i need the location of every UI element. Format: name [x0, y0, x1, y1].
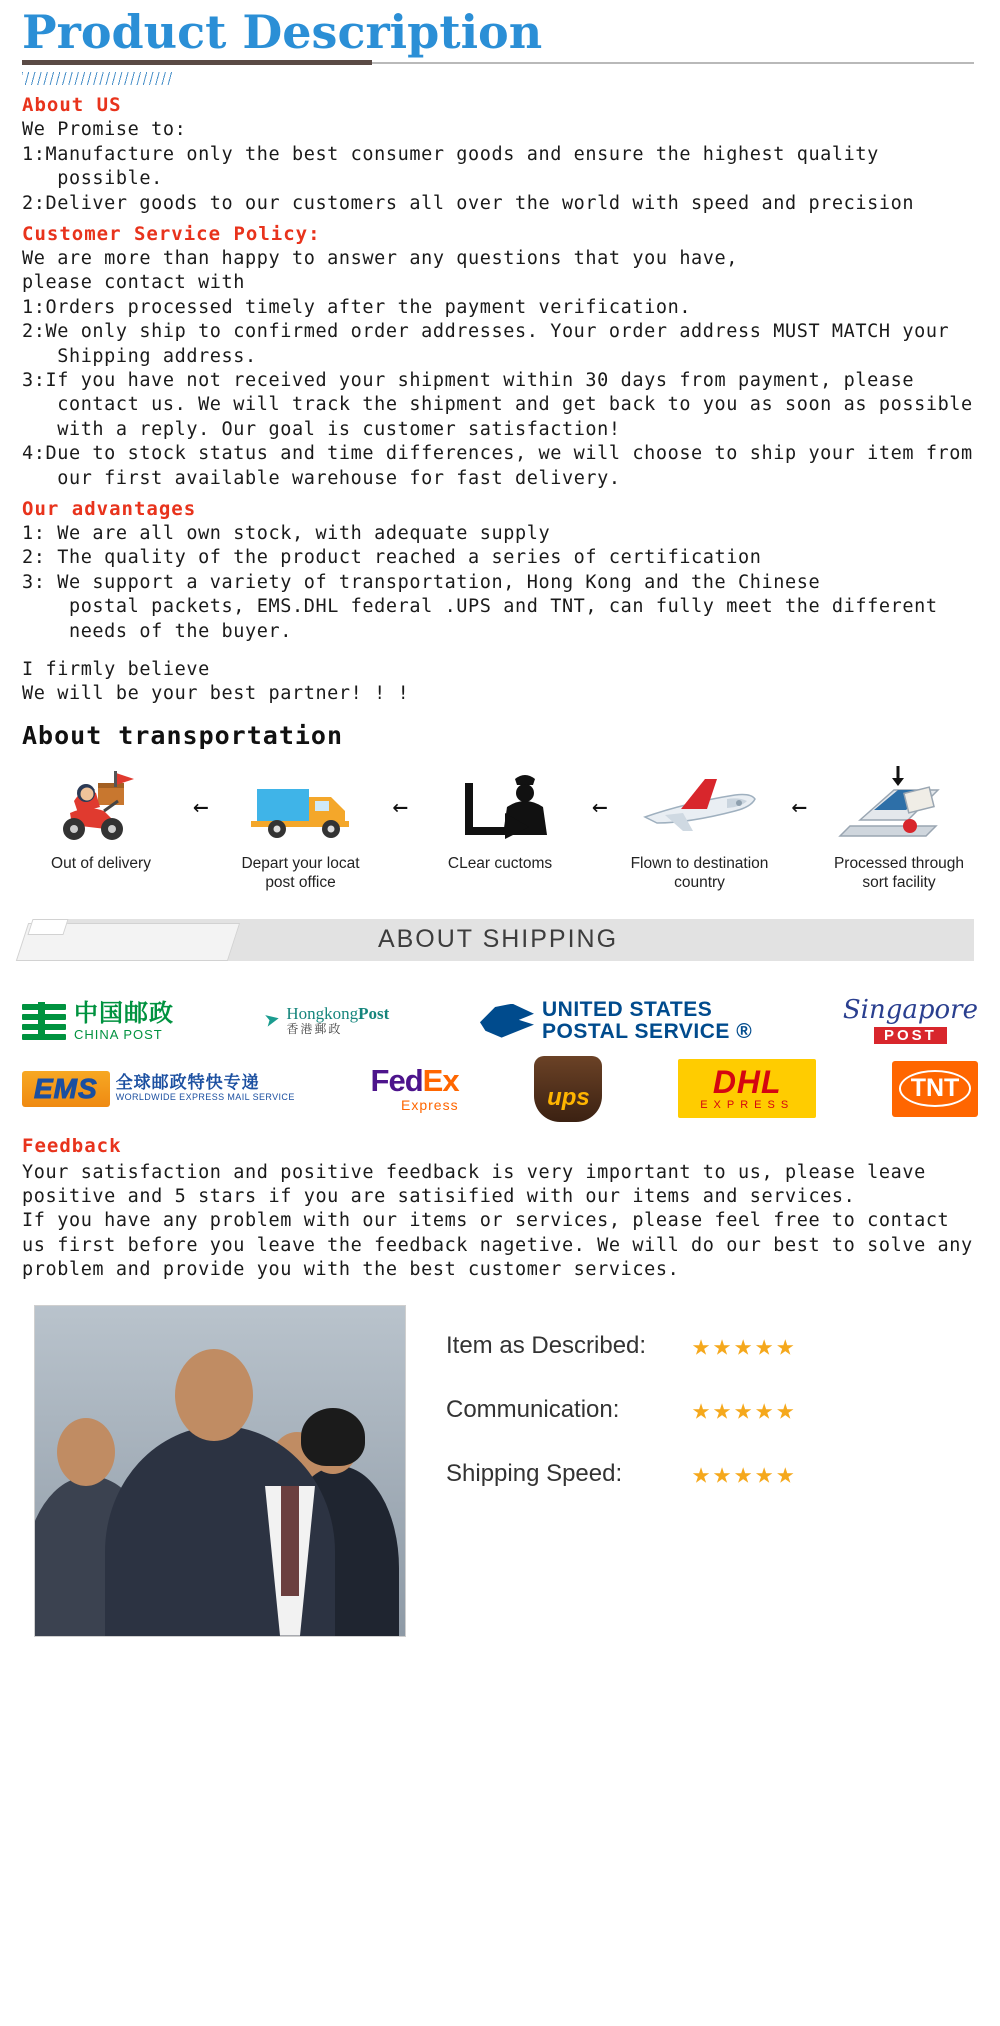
- rating-stars-icon: ★★★★★: [692, 1455, 798, 1491]
- carrier-row-2: [22, 1063, 978, 1115]
- flow-step-caption: Processed through sort facility: [833, 854, 965, 892]
- carrier-row-1: [22, 995, 978, 1047]
- flow-arrow-icon: ←: [392, 791, 409, 822]
- customer-service-line: Shipping address.: [22, 345, 257, 367]
- customer-service-line: 3:If you have not received your shipment within 30 days from payment, please: [22, 369, 915, 391]
- rating-stars-icon: ★★★★★: [692, 1327, 798, 1363]
- rating-label: Shipping Speed:: [446, 1459, 623, 1487]
- china-post-logo: [22, 995, 174, 1047]
- ups-shield: ups: [534, 1056, 602, 1122]
- customer-service-line: 4:Due to stock status and time differences, we will choose to ship your item from: [22, 443, 973, 465]
- dhl-wordmark: DHL: [712, 1064, 782, 1101]
- singapore-post-logo: [843, 995, 978, 1047]
- rating-row: [446, 1455, 978, 1491]
- body-content: [0, 85, 1000, 750]
- tnt-label: TNT: [899, 1070, 972, 1107]
- photo-person-right-hair: [301, 1408, 365, 1466]
- feedback-line: If you have any problem with our items or services, please feel free to contact: [22, 1210, 950, 1232]
- delivery-truck-icon: [226, 764, 376, 850]
- flow-step-caption: CLear cuctoms: [447, 854, 553, 872]
- ems-mark: EMS: [22, 1071, 110, 1107]
- customer-service-line: 1:Orders processed timely after the payment verification.: [22, 296, 692, 318]
- airplane-icon: [625, 764, 775, 850]
- china-post-mark-icon: [22, 1002, 66, 1040]
- flow-step-depart-post-office: [226, 764, 376, 893]
- fedex-logo: [371, 1063, 459, 1115]
- ratings-list: [446, 1305, 978, 1637]
- customer-service-line: 2:We only ship to confirmed order addresses. Your order address MUST MATCH your: [22, 321, 950, 343]
- about-us-line: possible.: [22, 168, 163, 190]
- singapore-post-script: Singapore: [842, 995, 978, 1026]
- feedback-line: us first before you leave the feedback nagetive. We will do our best to solve any: [22, 1234, 973, 1256]
- china-post-en-label: CHINA POST: [74, 1026, 163, 1042]
- dhl-subtitle: EXPRESS: [700, 1099, 795, 1112]
- flow-step-sort-facility: [824, 764, 974, 893]
- ems-en-label: WORLDWIDE EXPRESS MAIL SERVICE: [115, 1091, 295, 1102]
- china-post-cn-label: 中国邮政: [74, 998, 174, 1027]
- hatch-decoration-icon: [22, 72, 174, 85]
- closing-line: We will be your best partner! ! !: [22, 683, 410, 705]
- advantages-line: 2: The quality of the product reached a series of certification: [22, 547, 762, 569]
- feedback-section: [0, 1135, 1000, 1283]
- customer-service-line: with a reply. Our goal is customer satisfaction!: [22, 418, 621, 440]
- team-photo: [34, 1305, 406, 1637]
- fedex-fed: Fed: [370, 1063, 423, 1099]
- ratings-section: [0, 1283, 1000, 1657]
- advantages-line: needs of the buyer.: [22, 620, 292, 642]
- customer-service-line: contact us. We will track the shipment and get back to you as soon as possible: [22, 394, 973, 416]
- customer-service-line: please contact with: [22, 272, 246, 294]
- ups-logo: [534, 1063, 602, 1115]
- carrier-logos: [22, 995, 978, 1115]
- banner-label: ABOUT SHIPPING: [377, 925, 619, 954]
- rule-dark: [22, 60, 372, 65]
- customs-officer-icon: [425, 764, 575, 850]
- hongkong-post-cn-label: 香港郵政: [286, 1022, 343, 1037]
- feedback-heading: Feedback: [22, 1134, 122, 1157]
- customer-service-heading: Customer Service Policy:: [22, 222, 321, 245]
- about-us-line: 2:Deliver goods to our customers all over the world with speed and precision: [22, 192, 915, 214]
- ems-logo: [22, 1063, 295, 1115]
- tnt-logo: [892, 1063, 978, 1115]
- title-rule: [22, 58, 978, 68]
- photo-person-front-head: [175, 1349, 253, 1441]
- about-us-line: We Promise to:: [22, 119, 187, 141]
- hongkong-post-en-light: Hongkong: [286, 1003, 359, 1023]
- advantages-line: 3: We support a variety of transportation, Hong Kong and the Chinese: [22, 571, 821, 593]
- usps-logo: [480, 995, 752, 1047]
- rating-stars-icon: ★★★★★: [692, 1391, 798, 1427]
- usps-eagle-icon: [480, 1004, 534, 1038]
- flow-arrow-icon: ←: [791, 791, 808, 822]
- flow-step-caption: Depart your locat post office: [241, 854, 360, 892]
- hongkong-post-en-label: [286, 1005, 389, 1024]
- sorting-facility-icon: [824, 764, 974, 850]
- customer-service-line: We are more than happy to answer any questions that you have,: [22, 247, 739, 269]
- fedex-wordmark: [370, 1063, 459, 1099]
- photo-front-tie: [281, 1486, 299, 1596]
- scooter-courier-icon: [26, 764, 176, 850]
- usps-line1: UNITED STATES: [541, 997, 713, 1021]
- flow-step-out-of-delivery: [26, 764, 176, 873]
- advantages-heading: Our advantages: [22, 497, 197, 520]
- advantages-line: 1: We are all own stock, with adequate supply: [22, 522, 551, 544]
- rating-label: Item as Described:: [446, 1331, 647, 1359]
- fedex-subtitle: Express: [401, 1097, 459, 1114]
- feedback-line: positive and 5 stars if you are satisified with our items and services.: [22, 1185, 856, 1207]
- flow-arrow-icon: ←: [591, 791, 608, 822]
- rating-row: [446, 1327, 978, 1363]
- about-us-line: 1:Manufacture only the best consumer goods and ensure the highest quality: [22, 143, 879, 165]
- rating-label: Communication:: [446, 1395, 620, 1423]
- transportation-flow: [0, 754, 1000, 893]
- spacer: [22, 644, 978, 658]
- hongkong-post-bird-icon: ➤: [261, 1004, 284, 1037]
- hongkong-post-logo: [261, 995, 390, 1047]
- about-shipping-banner: [22, 919, 978, 965]
- about-us-heading: About US: [22, 94, 122, 117]
- customer-service-line: our first available warehouse for fast delivery.: [22, 467, 621, 489]
- hongkong-post-en-bold: Post: [358, 1003, 390, 1023]
- transportation-heading: About transportation: [22, 720, 344, 750]
- fedex-ex: Ex: [422, 1063, 459, 1099]
- ems-cn-label: 全球邮政特快专递: [115, 1073, 260, 1094]
- usps-line2: POSTAL SERVICE ®: [541, 1019, 753, 1043]
- dhl-logo: [678, 1063, 816, 1115]
- advantages-line: postal packets, EMS.DHL federal .UPS and TNT, can fully meet the different: [22, 596, 938, 618]
- closing-line: I firmly believe: [22, 659, 210, 681]
- flow-step-flown-to-destination: [625, 764, 775, 893]
- rating-row: [446, 1391, 978, 1427]
- flow-step-caption: Flown to destination country: [630, 854, 769, 892]
- page-title: Product Description: [22, 5, 543, 59]
- flow-arrow-icon: ←: [192, 791, 209, 822]
- photo-person-left-head: [57, 1418, 115, 1486]
- feedback-line: Your satisfaction and positive feedback is very important to us, please leave: [22, 1161, 926, 1183]
- feedback-line: problem and provide you with the best customer services.: [22, 1259, 680, 1281]
- flow-step-caption: Out of delivery: [51, 854, 151, 872]
- singapore-post-badge: POST: [874, 1027, 947, 1044]
- page-header: [0, 0, 1000, 85]
- flow-step-clear-customs: [425, 764, 575, 873]
- tnt-badge: [892, 1061, 978, 1117]
